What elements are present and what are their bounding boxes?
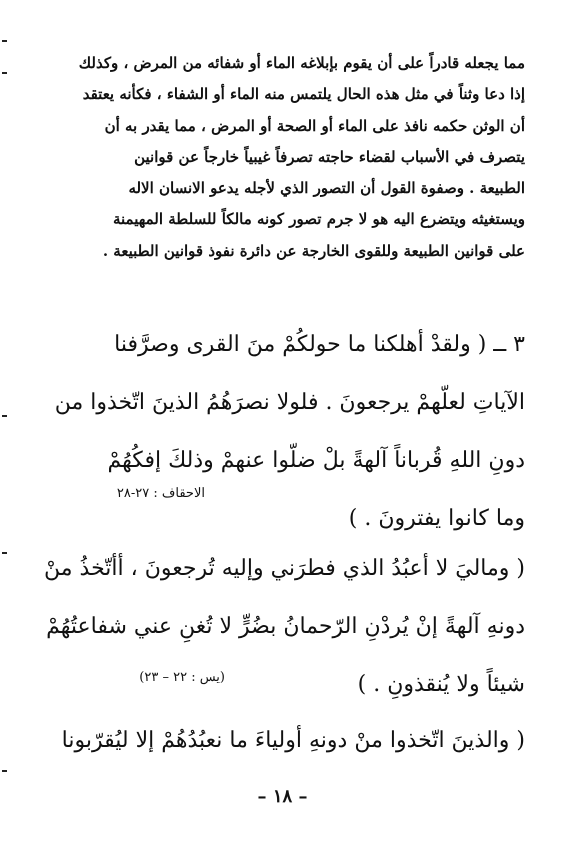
- page-number: – ١٨ –: [257, 786, 308, 807]
- quran-quote-3: [30, 712, 525, 770]
- quote-line: الآياتِ لعلّهمْ يرجعونَ . فلولا نصرَهُمُ الذينَ اتّخذوا من: [54, 390, 525, 415]
- quote-line: شيئاً ولا يُنقذونِ . ): [357, 672, 525, 697]
- paragraph-line: الطبيعة . وصفوة القول أن التصور الذي لأجله يدعو الانسان الاله: [128, 179, 525, 198]
- quote-line: ٣ ــ ( ولقدْ أهلكنا ما حولكُمْ منَ القرى وصرَّفنا: [114, 332, 525, 357]
- quote-line: دونِ اللهِ قُرباناً آلهةً بلْ ضلّوا عنهمْ وذلكَ إفكُهُمْ: [107, 448, 525, 473]
- paragraph-line: مما يجعله قادراً على أن يقوم بإبلاغه الماء أو شفائه من المرض ، وكذلك: [78, 54, 525, 72]
- margin-mark: [2, 72, 7, 74]
- quote-line: ( وماليَ لا أعبُدُ الذي فطرَني وإليه تُرجعونَ ، أأتّخذُ منْ: [44, 556, 525, 581]
- paragraph-line: يتصرف في الأسباب لقضاء حاجته تصرفاً غيبياً خارجاً عن قوانين: [134, 147, 525, 166]
- margin-mark: [2, 552, 7, 554]
- verse-reference-1: الاحقاف : ٢٧-٢٨: [116, 486, 205, 501]
- verse-reference-2: (يس : ٢٢ – ٢٣): [139, 670, 225, 685]
- margin-mark: [2, 40, 7, 42]
- quote-line: ( والذينَ اتّخذوا منْ دونهِ أولياءَ ما نعبُدُهُمْ إلا ليُقرّبونا: [61, 728, 525, 753]
- margin-mark: [2, 770, 7, 772]
- paragraph-line: أن الوثن حكمه نافذ على الماء أو الصحة أو المرض ، مما يقدر به أن: [104, 116, 525, 135]
- quote-line: دونهِ آلهةً إنْ يُردْنِ الرّحمانُ بضُرٍّ لا تُغنِ عني شفاعتُهُمْ: [46, 614, 525, 639]
- quran-quote-1: [30, 316, 525, 548]
- quran-quote-2: [30, 540, 525, 714]
- paragraph-line: ويستغيثه ويتضرع اليه هو لا جرم تصور كونه مالكاً للسلطة المهيمنة: [112, 210, 525, 229]
- body-paragraph: [30, 48, 525, 267]
- margin-mark: [2, 415, 7, 417]
- paragraph-line: إذا دعا وثناً في مثل هذه الحال يلتمس منه الماء أو الشفاء ، فكأنه يعتقد: [82, 85, 525, 104]
- quote-line: وما كانوا يفترونَ . ): [348, 506, 525, 531]
- paragraph-line: على قوانين الطبيعة وللقوى الخارجة عن دائرة نفوذ قوانين الطبيعة .: [102, 241, 525, 260]
